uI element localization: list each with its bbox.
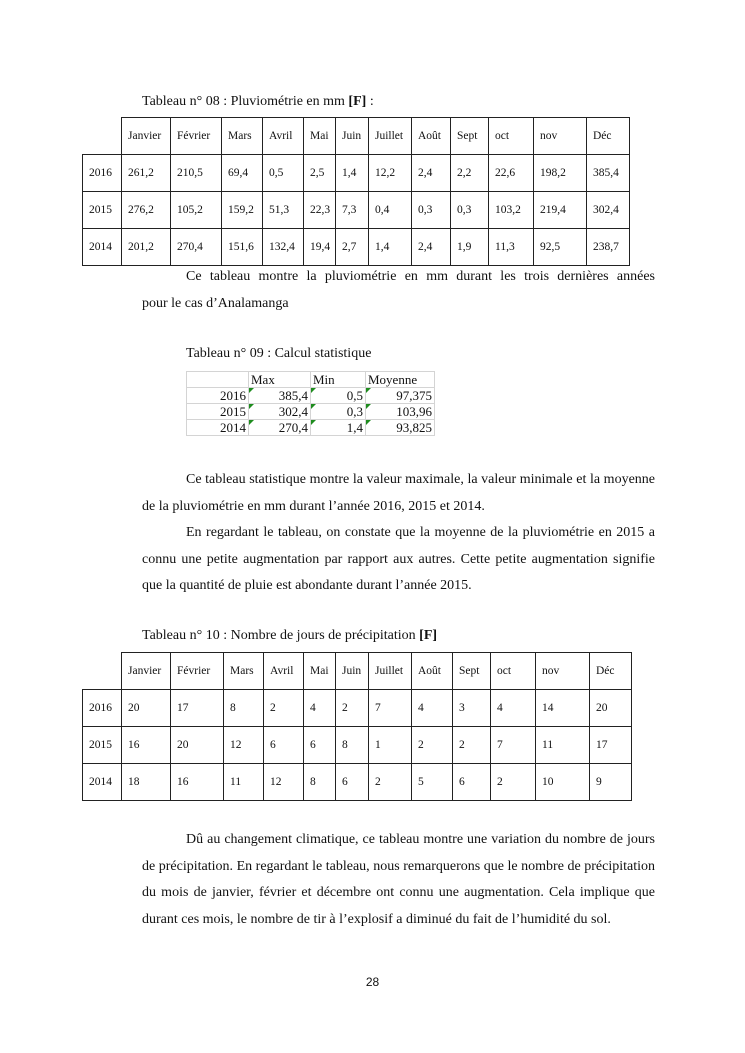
table08-cell: 159,2 [222,192,263,229]
table08-month: Sept [451,118,489,155]
table10-cell: 16 [122,727,171,764]
table10-month: Sept [453,653,491,690]
error-indicator-icon [249,420,254,425]
table08-cell: 210,5 [171,155,222,192]
table10-cell: 2 [412,727,453,764]
table10-header-row [83,653,632,690]
table08-cell: 261,2 [122,155,171,192]
table10-month: nov [536,653,590,690]
table08-month: Juin [336,118,369,155]
table08-month: Juillet [369,118,412,155]
table10-month: oct [491,653,536,690]
table08-cell: 51,3 [263,192,304,229]
table08-cell: 385,4 [587,155,630,192]
table09-max-value: 302,4 [278,404,308,419]
table09-year: 2016 [187,388,249,404]
table08-month: Février [171,118,222,155]
table08-month: Mai [304,118,336,155]
table08-commentary-line1: Ce tableau montre la pluviométrie en mm durant les trois dernières années [186,269,655,284]
table09-min [311,388,366,404]
table08-month: Août [412,118,451,155]
table10-cell: 3 [453,690,491,727]
table09-year: 2014 [187,420,249,436]
table10-cell: 8 [224,690,264,727]
table09-max [249,404,311,420]
table-row [83,764,632,801]
table09-mean [366,420,435,436]
table10-month: Février [171,653,224,690]
table09-max [249,388,311,404]
table10-cell: 18 [122,764,171,801]
table10-month: Avril [264,653,304,690]
table08-month: oct [489,118,534,155]
table09-commentary [142,467,655,600]
table10-cell: 4 [491,690,536,727]
table09-mean-value: 103,96 [396,404,432,419]
table08-cell: 22,3 [304,192,336,229]
table10-cell: 6 [264,727,304,764]
table10-cell: 20 [122,690,171,727]
table08-caption-text: Tableau n° 08 : Pluviométrie en mm [142,94,349,109]
table09-min-value: 1,4 [346,420,363,435]
table08-cell: 11,3 [489,229,534,266]
table08-cell: 270,4 [171,229,222,266]
table10-cell: 7 [369,690,412,727]
table10-cell: 10 [536,764,590,801]
table08-cell: 103,2 [489,192,534,229]
table08-caption-suffix: : [366,94,374,109]
table10-cell: 12 [264,764,304,801]
table10-cell: 1 [369,727,412,764]
table08-cell: 0,4 [369,192,412,229]
table10-cell: 2 [491,764,536,801]
table08-month: nov [534,118,587,155]
table10-month: Juin [336,653,369,690]
table08-cell: 151,6 [222,229,263,266]
table09-mean-value: 93,825 [396,420,432,435]
table08-cell: 219,4 [534,192,587,229]
table08-cell: 105,2 [171,192,222,229]
table10-year: 2015 [83,727,122,764]
table10-cell: 4 [412,690,453,727]
table08-cell: 2,4 [412,155,451,192]
table10-cell: 4 [304,690,336,727]
error-indicator-icon [311,388,316,393]
table10-commentary [142,827,655,933]
table08-cell: 1,9 [451,229,489,266]
table09-min-value: 0,5 [346,388,363,403]
table10-cell: 2 [369,764,412,801]
table-row [83,229,630,266]
table10-cell: 11 [224,764,264,801]
table10-cell: 2 [453,727,491,764]
error-indicator-icon [311,404,316,409]
table09-commentary-para2: En regardant le tableau, on constate que la moyenne de la pluviométrie en 2015 a connu une petite augmentation par rapport aux autres. Cette petite augmentation signifie que la quantité de pluie est abondante durant l’année 2015. [142,525,655,593]
table10-cell: 20 [590,690,632,727]
table08-cell: 7,3 [336,192,369,229]
page-number: 28 [365,975,380,989]
table08-year: 2016 [83,155,122,192]
table10-month: Janvier [122,653,171,690]
table09-max-value: 270,4 [278,420,308,435]
table10-corner [83,653,122,690]
table-row [187,420,435,436]
table08-cell: 1,4 [369,229,412,266]
table08-cell: 2,7 [336,229,369,266]
table09-min [311,404,366,420]
table09-max [249,420,311,436]
table10-cell: 8 [304,764,336,801]
table10-commentary-para: Dû au changement climatique, ce tableau montre une variation du nombre de jours de précipitation. En regardant le tableau, nous remarquerons que le nombre de précipitation du mois de janvier, février et décembre ont connu une augmentation. Cela implique que durant ces mois, le nombre de tir à l’explosif a diminué du fait de l’humidité du sol. [142,832,655,927]
table08-commentary [142,264,655,317]
error-indicator-icon [366,388,371,393]
table08-commentary-line2: pour le cas d’Analamanga [142,295,289,311]
table10-cell: 8 [336,727,369,764]
table08-cell: 69,4 [222,155,263,192]
table10-cell: 5 [412,764,453,801]
table08-cell: 302,4 [587,192,630,229]
table-row [83,192,630,229]
table08-month: Janvier [122,118,171,155]
table10-cell: 2 [336,690,369,727]
table08-caption [142,94,374,110]
table08-cell: 2,2 [451,155,489,192]
table09-mean [366,404,435,420]
error-indicator-icon [366,404,371,409]
table-row [83,727,632,764]
table10-year: 2016 [83,690,122,727]
table10-caption-text: Tableau n° 10 : Nombre de jours de précipitation [142,628,420,643]
table08-cell: 238,7 [587,229,630,266]
table10-cell: 6 [336,764,369,801]
table10-cell: 2 [264,690,304,727]
table10-year: 2014 [83,764,122,801]
table08-caption-ref: [F] [348,94,367,109]
table09-mean [366,388,435,404]
table08-cell: 276,2 [122,192,171,229]
table10-cell: 6 [304,727,336,764]
table09-max-value: 385,4 [278,388,308,403]
table10-caption-ref: [F] [419,628,438,643]
table09-year: 2015 [187,404,249,420]
table10-month: Déc [590,653,632,690]
table09-min-value: 0,3 [346,404,363,419]
table08-month: Mars [222,118,263,155]
table09-commentary-para1: Ce tableau statistique montre la valeur maximale, la valeur minimale et la moyenne de la pluviométrie en mm durant l’année 2016, 2015 et 2014. [142,472,655,514]
error-indicator-icon [366,420,371,425]
table10-cell: 12 [224,727,264,764]
table09-header: Min [311,372,366,388]
table08-cell: 198,2 [534,155,587,192]
table08-month: Déc [587,118,630,155]
table08-cell: 1,4 [336,155,369,192]
table10-cell: 17 [590,727,632,764]
table10-caption [142,628,437,644]
table10-month: Mars [224,653,264,690]
table09-min [311,420,366,436]
table10-cell: 6 [453,764,491,801]
table10-cell: 17 [171,690,224,727]
table09-corner [187,372,249,388]
table09-header: Max [249,372,311,388]
table08-cell: 201,2 [122,229,171,266]
table08-corner [83,118,122,155]
table08-cell: 0,3 [412,192,451,229]
table08-month: Avril [263,118,304,155]
table08-cell: 2,4 [412,229,451,266]
error-indicator-icon [249,404,254,409]
table09-header-row [187,372,435,388]
table10-cell: 16 [171,764,224,801]
table-row [83,155,630,192]
table08-cell: 0,5 [263,155,304,192]
table08-cell: 92,5 [534,229,587,266]
table09-caption: Tableau n° 09 : Calcul statistique [186,346,372,361]
table08-header-row [83,118,630,155]
error-indicator-icon [249,388,254,393]
table08-cell: 19,4 [304,229,336,266]
table08-cell: 0,3 [451,192,489,229]
table08-year: 2015 [83,192,122,229]
table08-year: 2014 [83,229,122,266]
table10-cell: 14 [536,690,590,727]
error-indicator-icon [311,420,316,425]
table10-cell: 11 [536,727,590,764]
table10-month: Août [412,653,453,690]
table10 [82,652,632,801]
table08-cell: 12,2 [369,155,412,192]
table08-cell: 2,5 [304,155,336,192]
table09-header: Moyenne [366,372,435,388]
table10-cell: 9 [590,764,632,801]
table-row [83,690,632,727]
table-row [187,404,435,420]
table10-month: Mai [304,653,336,690]
table08-cell: 132,4 [263,229,304,266]
table10-cell: 7 [491,727,536,764]
table09-mean-value: 97,375 [396,388,432,403]
table10-cell: 20 [171,727,224,764]
table09 [186,371,435,436]
table08 [82,117,630,266]
table08-cell: 22,6 [489,155,534,192]
table10-month: Juillet [369,653,412,690]
table-row [187,388,435,404]
